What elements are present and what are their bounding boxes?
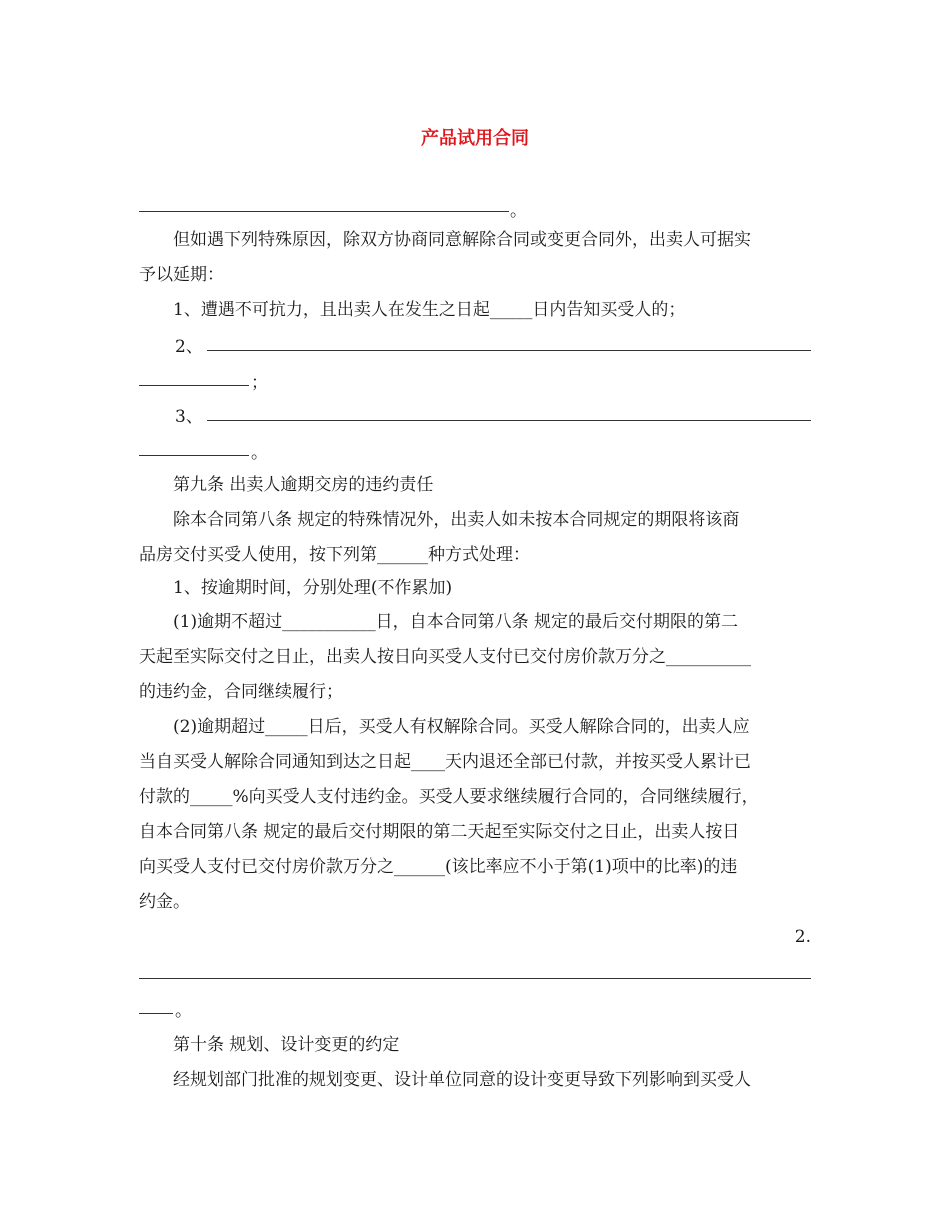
paragraph-line: 天起至实际交付之日止，出卖人按日向买受人支付已交付房价款万分之__________ <box>139 647 751 667</box>
paragraph-line: 向买受人支付已交付房价款万分之______(该比率应不小于第(1)项中的比率)的违 <box>139 857 738 877</box>
section-heading: 第十条 规划、设计变更的约定 <box>139 1035 400 1055</box>
paragraph-line: 1、遭遇不可抗力，且出卖人在发生之日起_____日内告知买受人的； <box>139 300 686 320</box>
punctuation: 。 <box>175 1001 192 1021</box>
document-title: 产品试用合同 <box>421 128 529 149</box>
paragraph-line: 约金。 <box>139 892 190 912</box>
blank-line <box>139 211 509 212</box>
paragraph-line: 予以延期： <box>139 265 224 285</box>
item-number: 2. <box>794 927 811 947</box>
blank-line <box>139 455 249 456</box>
punctuation: 。 <box>251 443 268 463</box>
punctuation: 。 <box>510 201 527 221</box>
item-label: 2、 <box>175 337 203 357</box>
blank-line <box>139 1013 173 1014</box>
paragraph-line: 经规划部门批准的规划变更、设计单位同意的设计变更导致下列影响到买受人 <box>139 1070 751 1090</box>
paragraph-line: 品房交付买受人使用，按下列第______种方式处理： <box>139 545 530 565</box>
paragraph-line: (2)逾期超过_____日后，买受人有权解除合同。买受人解除合同的，出卖人应 <box>139 717 750 737</box>
paragraph-line: 除本合同第八条 规定的特殊情况外，出卖人如未按本合同规定的期限将该商 <box>139 510 740 530</box>
blank-line <box>207 350 811 351</box>
blank-line <box>139 978 811 979</box>
blank-line <box>207 420 811 421</box>
section-heading: 第九条 出卖人逾期交房的违约责任 <box>139 475 434 495</box>
punctuation: ； <box>251 373 268 393</box>
paragraph-line: 当自买受人解除合同通知到达之日起____天内退还全部已付款，并按买受人累计已 <box>139 752 751 772</box>
item-label: 3、 <box>175 407 203 427</box>
paragraph-line: 的违约金，合同继续履行； <box>139 682 343 702</box>
paragraph-line: 1、按逾期时间，分别处理(不作累加) <box>139 578 453 598</box>
paragraph-line: 付款的_____%向买受人支付违约金。买受人要求继续履行合同的，合同继续履行， <box>139 787 759 807</box>
paragraph-line: 自本合同第八条 规定的最后交付期限的第二天起至实际交付之日止，出卖人按日 <box>139 822 740 842</box>
blank-line <box>139 385 249 386</box>
paragraph-line: 但如遇下列特殊原因，除双方协商同意解除合同或变更合同外，出卖人可据实 <box>139 230 751 250</box>
paragraph-line: (1)逾期不超过___________日，自本合同第八条 规定的最后交付期限的第二 <box>139 612 738 632</box>
